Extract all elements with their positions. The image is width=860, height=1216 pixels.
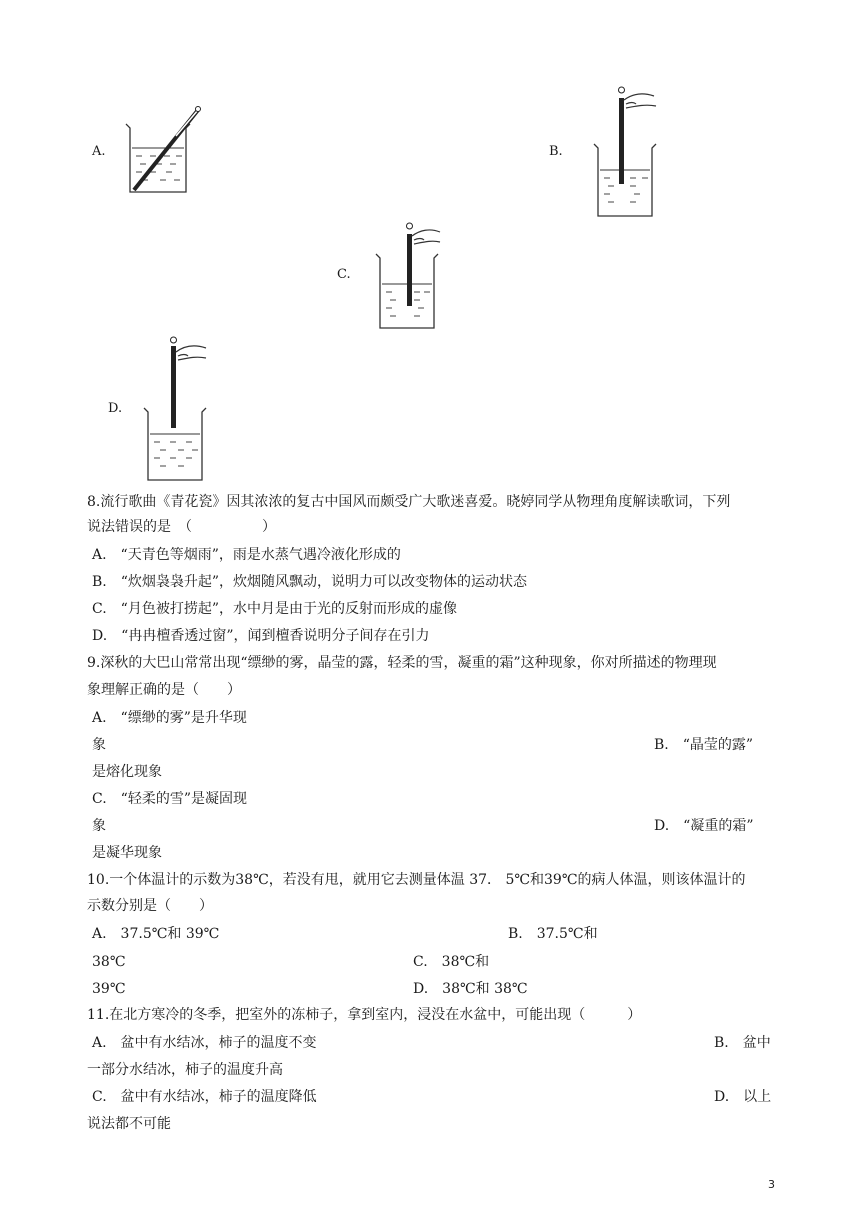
q10-stem-line2: 示数分别是（ ） <box>87 898 213 914</box>
page-number: 3 <box>768 1178 775 1191</box>
q9-option-c-line1: C. “轻柔的雪”是凝固现 <box>92 791 247 807</box>
option-label-d: D. <box>108 401 123 416</box>
q9-option-d-line1: D. “凝重的霜” <box>654 818 754 834</box>
q9-stem-line1: 9.深秋的大巴山常常出现“缥缈的雾，晶莹的露，轻柔的雪，凝重的霜”这种现象，你对所描述的物理现 <box>87 655 717 671</box>
q9-option-a-line1: A. “缥缈的雾”是升华现 <box>92 710 247 726</box>
q11-stem: 11.在北方寒冷的冬季，把室外的冻柿子，拿到室内，浸没在水盆中，可能出现（ ） <box>87 1007 642 1023</box>
q9-option-a-line2: 象 <box>92 737 106 753</box>
q8-stem-line2: 说法错误的是 （ ） <box>87 519 276 535</box>
q9-option-b-line2: 是熔化现象 <box>92 764 162 780</box>
q10-stem-line1: 10.一个体温计的示数为38℃，若没有甩，就用它去测量体温 37． 5℃和39℃的病人体温，则该体温计的 <box>87 872 746 888</box>
q9-stem-line2: 象理解正确的是（ ） <box>87 682 241 698</box>
q8-option-d: D. “冉冉檀香透过窗”，闻到檀香说明分子间存在引力 <box>92 628 430 644</box>
q10-option-d: D. 38℃和 38℃ <box>413 981 528 997</box>
q11-option-a: A. 盆中有水结冰，柿子的温度不变 <box>92 1035 317 1051</box>
q11-option-b-line1: B. 盆中 <box>714 1035 771 1051</box>
option-label-a: A. <box>92 144 106 159</box>
q8-option-a: A. “天青色等烟雨”，雨是水蒸气遇冷液化形成的 <box>92 547 401 563</box>
q11-option-c: C. 盆中有水结冰，柿子的温度降低 <box>92 1089 317 1105</box>
figure-thermometer-correct <box>372 222 442 332</box>
q9-option-b-line1: B. “晶莹的露” <box>654 737 754 753</box>
q8-option-b: B. “炊烟袅袅升起”，炊烟随风飘动，说明力可以改变物体的运动状态 <box>92 574 528 590</box>
q11-option-d-line2: 说法都不可能 <box>87 1116 171 1132</box>
option-label-c: C. <box>337 267 351 282</box>
figure-thermometer-touching-bottom <box>590 86 660 218</box>
figure-thermometer-partial <box>140 336 212 484</box>
q10-option-b-cont: 38℃ <box>92 954 126 970</box>
q8-stem-line1: 8.流行歌曲《青花瓷》因其浓浓的复古中国风而颇受广大歌迷喜爱。晓婷同学从物理角度解读歌词，下列 <box>87 494 731 510</box>
q10-option-b: B. 37.5℃和 <box>508 926 598 942</box>
q9-option-d-line2: 是凝华现象 <box>92 845 162 861</box>
q11-option-d-line1: D. 以上 <box>714 1089 772 1105</box>
figure-thermometer-tilted <box>120 100 200 200</box>
q9-option-c-line2: 象 <box>92 818 106 834</box>
q10-option-c-cont: 39℃ <box>92 981 126 997</box>
q10-option-a: A. 37.5℃和 39℃ <box>92 926 220 942</box>
q10-option-c: C. 38℃和 <box>413 954 490 970</box>
option-label-b: B. <box>549 144 563 159</box>
q11-option-b-line2: 一部分水结冰，柿子的温度升高 <box>87 1062 283 1078</box>
q8-option-c: C. “月色被打捞起”，水中月是由于光的反射而形成的虚像 <box>92 601 457 617</box>
